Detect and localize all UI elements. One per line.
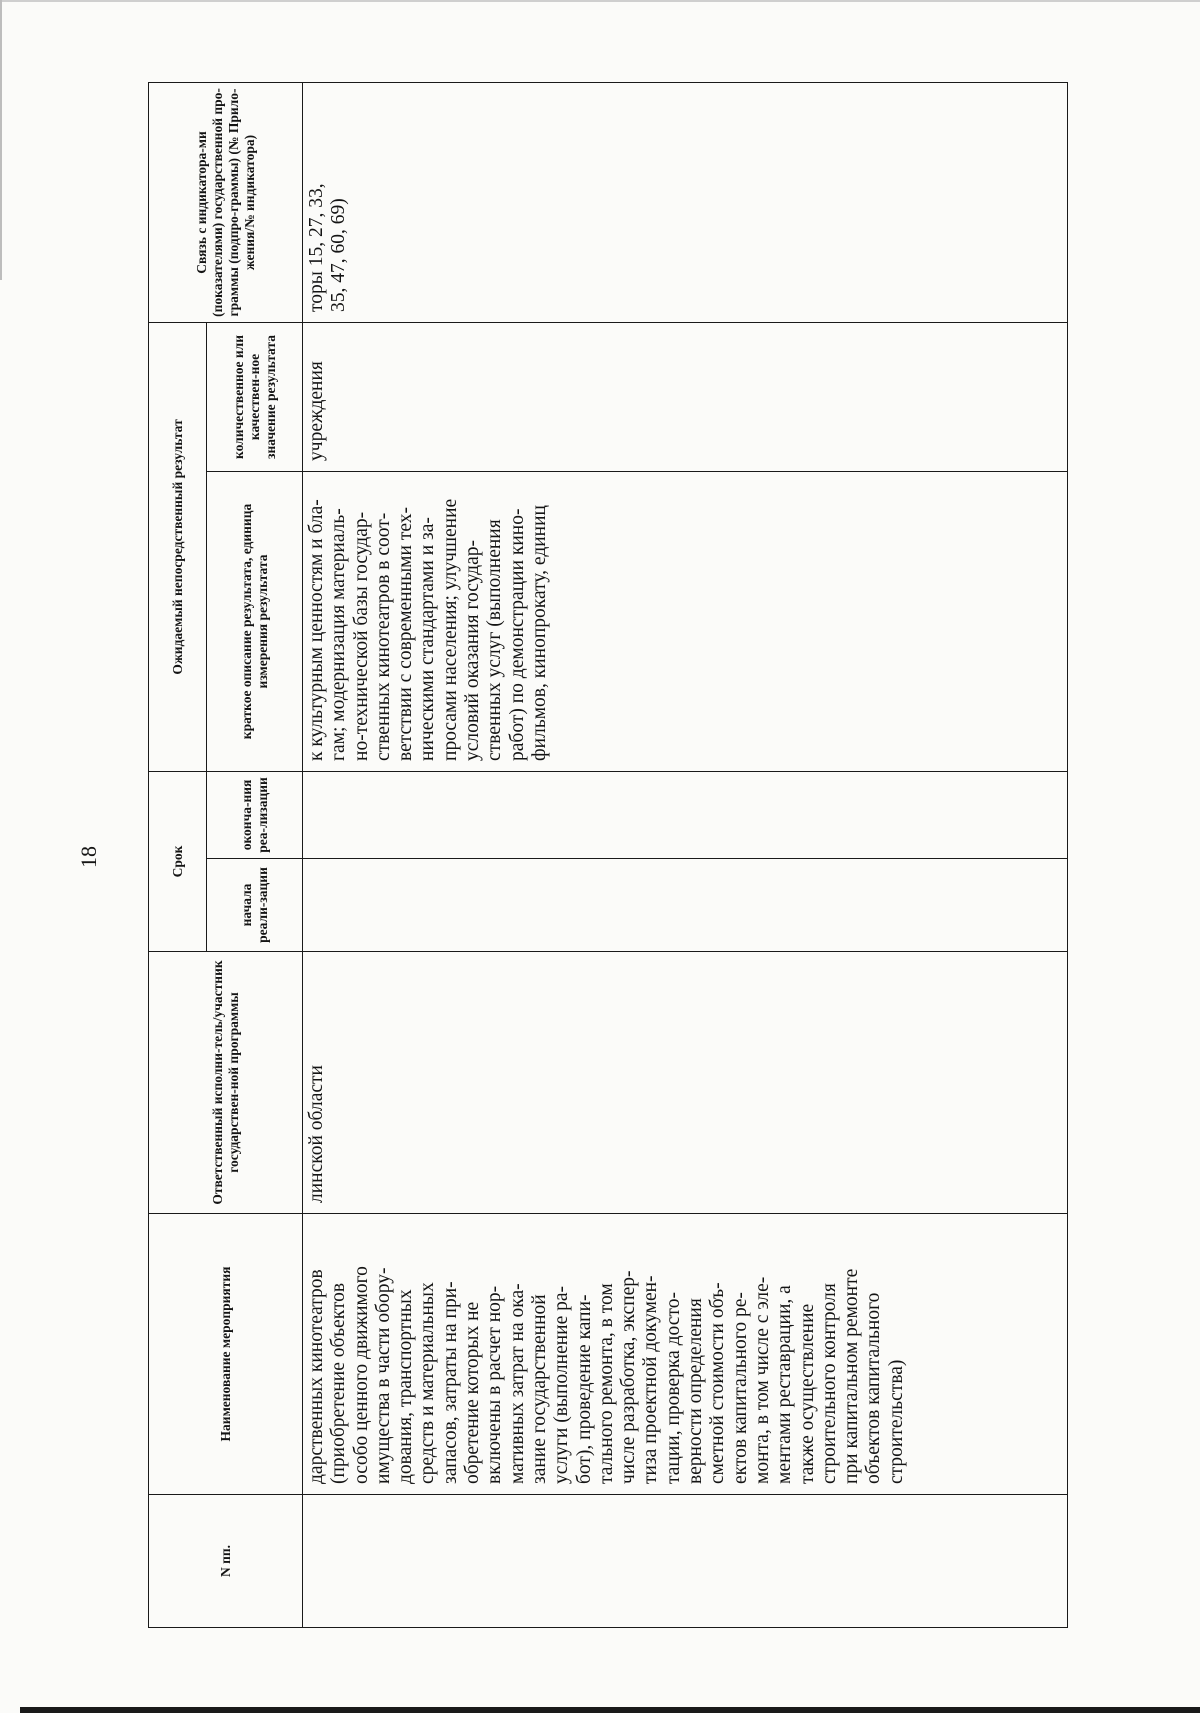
- result-description-text: [306, 482, 551, 761]
- measures-table: [148, 82, 1068, 1628]
- text-line: также осуществление: [796, 1303, 818, 1484]
- page-number: 18: [76, 846, 101, 868]
- cell-result-value: учреждения: [303, 322, 1068, 471]
- text-line: ственных услуг (выполнения: [484, 519, 506, 761]
- text-line: средств и материальных: [417, 1282, 439, 1484]
- header-result-description: краткое описание результата, единица измерения результата: [207, 471, 303, 771]
- text-line: бот), проведение капи-: [573, 1294, 595, 1484]
- text-line: фильмов, кинопрокату, единиц: [528, 505, 550, 761]
- cell-num: [303, 1495, 1068, 1628]
- header-responsible: Ответственный исполни-тель/участник государствен-ной программы: [149, 952, 303, 1214]
- text-line: имущества в части обору-: [372, 1267, 394, 1484]
- text-line: (приобретение объектов: [328, 1282, 350, 1484]
- text-line: тиза проектной докумен-: [640, 1275, 662, 1484]
- cell-term-end: [303, 771, 1068, 858]
- header-term-end: оконча-ния реа-лизации: [207, 771, 303, 858]
- header-row-top: [149, 82, 207, 1627]
- text-line: запасов, затраты на при-: [439, 1281, 461, 1484]
- header-name: Наименование мероприятия: [149, 1214, 303, 1495]
- cell-link: [303, 82, 1068, 322]
- table-row: [303, 82, 1068, 1627]
- cell-responsible: линской области: [303, 952, 1068, 1214]
- text-line: но-технической базы государ-: [350, 511, 372, 761]
- header-result-value: количественное или качествен-ное значение результата: [207, 322, 303, 471]
- text-line: ническими стандартами и за-: [417, 517, 439, 761]
- text-line: ветствии с современными тех-: [395, 507, 417, 761]
- text-line: тального ремонта, в том: [595, 1283, 617, 1484]
- text-line: ектов капитального ре-: [729, 1292, 751, 1484]
- text-line: к культурным ценностям и бла-: [306, 499, 327, 761]
- text-line: торы 15, 27, 33,: [306, 183, 327, 312]
- text-line: зание государственной: [528, 1294, 550, 1484]
- text-line: ментами реставрации, а: [774, 1285, 796, 1484]
- text-line: 35, 47, 60, 69): [328, 198, 350, 312]
- cell-result-description: [303, 471, 1068, 771]
- text-line: работ) по демонстрации кино-: [506, 508, 528, 761]
- indicator-link-text: [306, 93, 351, 312]
- text-line: мативных затрат на ока-: [506, 1283, 528, 1484]
- header-term: Срок: [149, 771, 207, 951]
- text-line: верности определения: [685, 1298, 707, 1484]
- header-term-start: начала реали-зации: [207, 859, 303, 952]
- text-line: особо ценного движимого: [350, 1266, 372, 1484]
- text-line: включены в расчет нор-: [484, 1285, 506, 1484]
- text-line: дования, транспортных: [395, 1289, 417, 1484]
- text-line: строительного контроля: [818, 1283, 840, 1484]
- text-line: при капитальном ремонте: [841, 1268, 863, 1484]
- text-line: тации, проверка досто-: [662, 1292, 684, 1484]
- text-line: просами населения; улучшение: [439, 498, 461, 761]
- header-link: Связь с индикатора-ми (показателями) государственной про-граммы (подпро-граммы) (№ Прило-жения/№ индикатора): [149, 82, 303, 322]
- text-line: строительства): [885, 1359, 907, 1484]
- text-line: услуги (выполнение ра-: [551, 1285, 573, 1484]
- header-expected-result: Ожидаемый непосредственный результат: [149, 322, 207, 771]
- cell-name: [303, 1214, 1068, 1495]
- text-line: числе разработка, экспер-: [618, 1270, 640, 1484]
- cell-term-start: [303, 859, 1068, 952]
- text-line: дарственных кинотеатров: [306, 1269, 327, 1484]
- text-line: гам; модернизация материаль-: [328, 508, 350, 761]
- text-line: обретение которых не: [462, 1301, 484, 1484]
- measure-name-text: [306, 1224, 908, 1484]
- text-line: условий оказания государ-: [462, 540, 484, 761]
- text-line: ственных кинотеатров в соот-: [372, 512, 394, 761]
- text-line: сметной стоимости объ-: [707, 1282, 729, 1484]
- text-line: монта, в том числе с эле-: [751, 1276, 773, 1484]
- header-num: N пп.: [149, 1495, 303, 1628]
- text-line: объектов капитального: [863, 1292, 885, 1484]
